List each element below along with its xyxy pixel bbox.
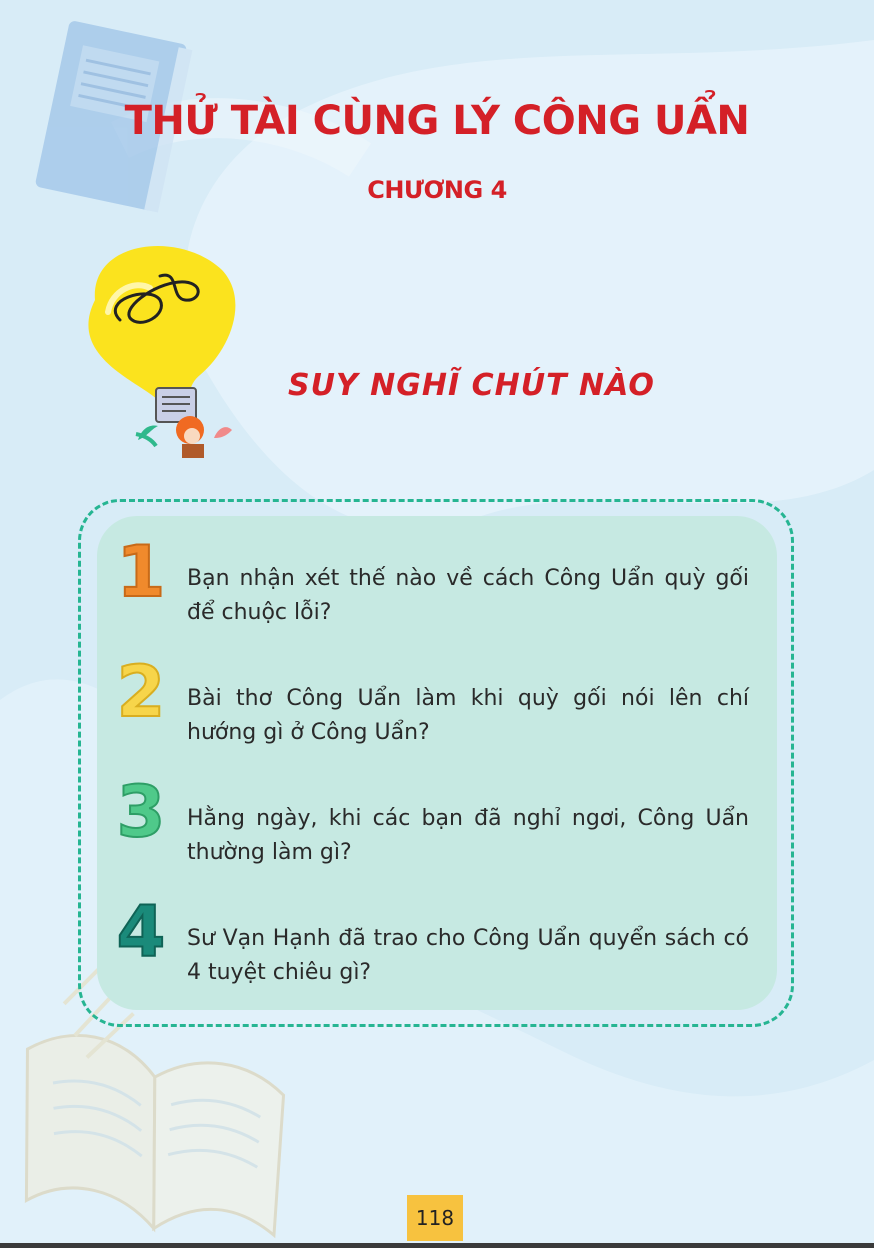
question-3-text: Hằng ngày, khi các bạn đã nghỉ ngơi, Công Uẩn thường làm gì? bbox=[187, 806, 749, 865]
number-2-badge bbox=[111, 654, 171, 726]
question-item-2 bbox=[97, 654, 777, 748]
section-heading: SUY NGHĨ CHÚT NÀO bbox=[288, 368, 655, 403]
question-1-text: Bạn nhận xét thế nào về cách Công Uẩn quỳ gối để chuộc lỗi? bbox=[187, 566, 749, 625]
number-4-text: 4 bbox=[116, 894, 166, 966]
page-number: 118 bbox=[407, 1195, 463, 1241]
number-2-text: 2 bbox=[116, 654, 166, 726]
page-title: THỬ TÀI CÙNG LÝ CÔNG UẨN bbox=[124, 98, 750, 144]
number-3-badge bbox=[111, 774, 171, 846]
question-4-text: Sư Vạn Hạnh đã trao cho Công Uẩn quyển sách có 4 tuyệt chiêu gì? bbox=[187, 926, 749, 985]
number-1-badge bbox=[111, 534, 171, 606]
lightbulb-balloon-icon bbox=[88, 246, 235, 458]
question-item-1 bbox=[97, 534, 777, 628]
chapter-label: CHƯƠNG 4 bbox=[367, 176, 507, 204]
number-4-badge bbox=[111, 894, 171, 966]
number-1-text: 1 bbox=[116, 534, 166, 606]
bottom-bar bbox=[0, 1243, 874, 1248]
number-3-text: 3 bbox=[116, 774, 166, 846]
question-item-3 bbox=[97, 774, 777, 868]
question-2-text: Bài thơ Công Uẩn làm khi quỳ gối nói lên chí hướng gì ở Công Uẩn? bbox=[187, 686, 749, 745]
question-item-4 bbox=[97, 894, 777, 988]
questions-box bbox=[97, 516, 777, 1010]
